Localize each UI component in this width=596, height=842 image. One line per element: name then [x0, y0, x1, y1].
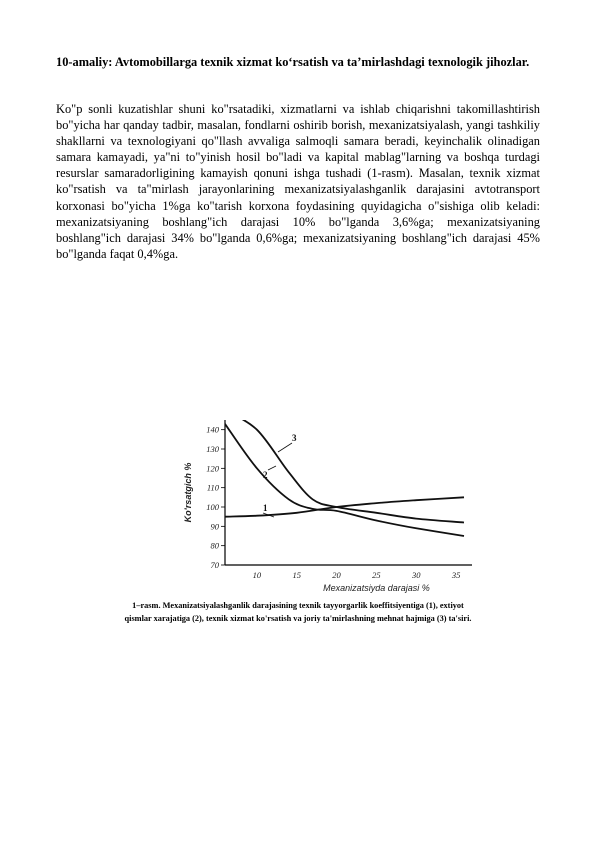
series-line-1 — [225, 497, 464, 516]
chart-lines — [225, 410, 464, 536]
series-leader-3 — [278, 443, 292, 452]
y-axis-title: Ko'rsatgich % — [183, 462, 193, 523]
body-paragraph: Ko"p sonli kuzatishlar shuni ko"rsatadiki, xizmatlarni va ishlab chiqarishni takomillashtirish bo"yicha har qanday tadbir, masalan, fondlarni oshirib borish, mexanizatsiyalash, yangi tashkiliy shakllarni va texnologiyani qo"llash avvaliga salmoqli samara beradi, keyinchalik olinadigan samara kamayadi, ya"ni to"yinish hosil bo"ladi va kapital mablag"larning va boshqa turdagi resurslar samaradorligining kamayish qonuni ishga tushadi (1-rasm). Masalan, texnik xizmat ko"rsatish va ta"mirlash jarayonlarining mexanizatsiyalashganlik darajasini avtotransport korxonasi bo"yicha 1%ga ko"tarish korxona foydasining quyidagicha o"sishiga olib keladi: mexanizatsiyaning boshlang"ich darajasi 10% bo"lganda 3,6%ga; mexanizatsiyaning boshlang"ich darajasi 34% bo"lganda 0,6%ga; mexanizatsiyaning boshlang"ich darajasi 45% bo"lganda faqat 0,4%ga. — [56, 102, 540, 261]
chart-axes — [225, 420, 472, 565]
x-tick-label: 35 — [451, 570, 461, 580]
series-label-2: 2 — [263, 470, 268, 480]
page-heading: 10-amaliy: Avtomobillarga texnik xizmat ko‘rsatish va ta’mirlashdagi texnologik jihozlar. — [56, 55, 530, 69]
x-tick-label: 10 — [252, 570, 262, 580]
y-tick-label: 100 — [206, 502, 219, 512]
figure-caption: 1–rasm. Mexanizatsiyalashganlik darajasining texnik tayyorgarlik koeffitsiyentiga (1), extiyot qismlar xarajatiga (2), texnik xizmat ko'rsatish va joriy ta'mirlashning mehnat hajmiga (3) ta'siri. — [124, 601, 472, 623]
y-tick-label: 120 — [206, 463, 219, 474]
y-tick-label: 90 — [210, 521, 219, 532]
series-label-3: 3 — [292, 433, 297, 443]
y-tick-label: 140 — [206, 424, 219, 435]
x-tick-label: 20 — [332, 570, 341, 580]
x-tick-label: 15 — [292, 570, 301, 580]
x-tick-label: 25 — [372, 570, 381, 580]
series-leader-2 — [268, 466, 276, 470]
series-label-1: 1 — [263, 503, 268, 513]
y-tick-label: 80 — [210, 540, 219, 551]
chart-labels — [263, 433, 297, 517]
series-line-2 — [225, 424, 464, 536]
series-line-3 — [225, 410, 464, 522]
x-axis-title: Mexanizatsiyda darajasi % — [323, 583, 430, 593]
series-leader-1 — [263, 513, 274, 517]
y-tick-label: 70 — [210, 560, 219, 570]
y-tick-label: 110 — [206, 482, 219, 493]
x-tick-label: 30 — [411, 570, 421, 580]
y-tick-label: 130 — [206, 444, 219, 454]
chart-ticks — [206, 425, 460, 580]
